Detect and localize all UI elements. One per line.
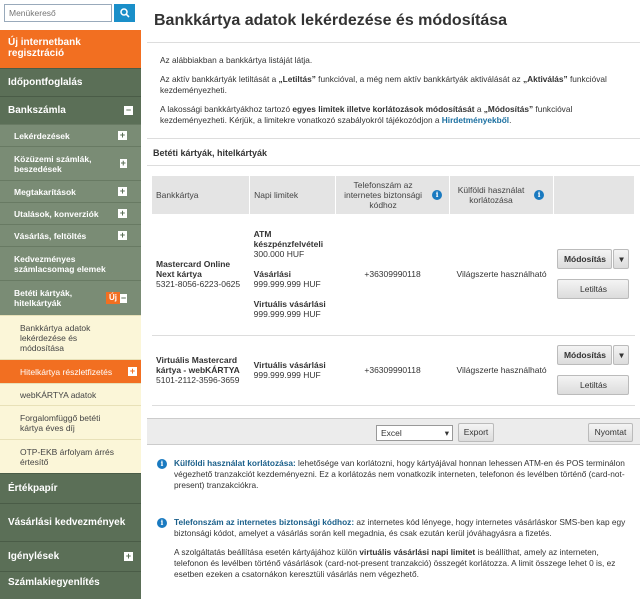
th-foreign [450, 176, 554, 214]
foreign-cell: Világszerte használható [450, 335, 554, 405]
nav-package-label: Kedvezményes számlacsomag elemek [14, 253, 106, 274]
chevron-down-icon[interactable]: ▾ [613, 345, 629, 365]
table-row [152, 214, 635, 335]
intro-p2e: funkcióval kezdeményezheti. [160, 74, 607, 95]
nav-annual-fee[interactable] [0, 405, 141, 439]
nav-queries[interactable] [0, 124, 141, 146]
actions-cell [553, 214, 634, 335]
intro-p2d: „Aktiválás” [522, 74, 568, 84]
modify-button[interactable]: Módosítás [557, 249, 612, 269]
th-limits: Napi limitek [250, 176, 336, 214]
expand-icon: + [119, 130, 126, 140]
intro-text [160, 55, 630, 134]
phone-cell: +36309990118 [336, 214, 450, 335]
intro-p1: Az alábbiakban a bankkártya listáját látja. [160, 55, 313, 65]
nav-annual-fee-label: Forgalomfüggő betéti kártya éves díj [20, 412, 101, 433]
note-phone-label: Telefonszám az internetes biztonsági kódhoz: [174, 517, 355, 527]
search-input[interactable] [4, 4, 112, 22]
block-button[interactable]: Letiltás [557, 279, 629, 299]
note-foreign-label: Külföldi használat korlátozása: [174, 458, 296, 468]
expand-icon: + [119, 208, 126, 218]
note-limit-a: A szolgáltatás beállítása esetén kártyájához külön [174, 547, 360, 557]
nav-securities-label: Értékpapír [8, 483, 58, 494]
nav-webcard-label: webKÁRTYA adatok [20, 389, 97, 400]
info-icon: i [157, 459, 167, 469]
limit-value: 300.000 HUF [253, 249, 305, 260]
limit-label: Virtuális vásárlási [253, 299, 326, 310]
main-content [147, 0, 640, 599]
intro-p2 [160, 74, 630, 96]
note-phone-text [174, 517, 634, 580]
limit-label: ATM készpénzfelvételi [253, 229, 324, 250]
expand-icon: + [119, 186, 126, 196]
section-divider-2 [147, 165, 640, 166]
sidebar [0, 0, 141, 599]
nav-cards-wrap [14, 288, 120, 308]
intro-p3a: A lakossági bankkártyákhoz tartozó [160, 104, 293, 114]
card-cell [152, 335, 250, 405]
title-divider [147, 42, 640, 43]
chevron-down-icon: ▾ [444, 428, 449, 438]
table-footer [147, 418, 640, 445]
nav-purchase-label: Vásárlás, feltöltés [14, 230, 87, 241]
nav-webcard[interactable] [0, 383, 141, 405]
actions-cell [553, 335, 634, 405]
expand-icon: + [119, 230, 126, 240]
search-bar [0, 0, 141, 30]
nav-appointment[interactable] [0, 68, 141, 96]
nav-exchange-rate-label: OTP-EKB árfolyam árrés értesítő [20, 446, 114, 467]
intro-p3d: „Módosítás” [483, 104, 534, 114]
note-foreign [157, 458, 625, 490]
limit-value: 999.999.999 HUF [253, 309, 321, 320]
table-row [152, 335, 635, 405]
nav-savings[interactable] [0, 180, 141, 202]
phone-cell: +36309990118 [336, 335, 450, 405]
nav-requests-label: Igénylések [8, 551, 60, 562]
intro-p2c: funkcióval, a még nem aktív bankkártyák aktiválását az [315, 74, 523, 84]
nav-savings-label: Megtakarítások [14, 186, 76, 197]
intro-p3b: egyes limitek illetve korlátozások módosítását [292, 104, 475, 114]
modify-group [557, 345, 630, 365]
th-actions [553, 176, 634, 214]
nav-package[interactable] [0, 246, 141, 280]
format-select[interactable] [376, 425, 453, 441]
print-button[interactable]: Nyomtat [588, 423, 633, 442]
th-phone [336, 176, 450, 214]
intro-p2a: Az aktív bankkártyák letiltását a [160, 74, 279, 84]
nav-purchase[interactable] [0, 224, 141, 246]
th-foreign-label: Külföldi használat korlátozása [457, 185, 525, 205]
limit-value: 999.999.999 HUF [253, 370, 321, 380]
export-button[interactable]: Export [458, 423, 494, 442]
intro-p3g: . [509, 115, 512, 125]
card-cell [152, 214, 250, 335]
note-foreign-text [174, 458, 634, 491]
foreign-cell: Világszerte használható [450, 214, 554, 335]
card-number: 5101-2112-3596-3659 [156, 375, 240, 385]
card-number: 5321-8056-6223-0625 [156, 279, 241, 290]
nav-securities[interactable] [0, 473, 141, 503]
nav-installment-label: Hitelkártya részletfizetés [20, 366, 113, 377]
intro-p2b: „Letiltás” [278, 74, 316, 84]
limit-label: Vásárlási [253, 269, 291, 280]
nav-queries-label: Lekérdezések [14, 130, 70, 141]
nav-shopping-label: Vásárlási kedvezmények [8, 517, 126, 528]
new-badge: Új [106, 292, 120, 304]
card-name: Virtuális Mastercard kártya - webKÁRTYA [156, 355, 240, 375]
nav-account[interactable] [0, 96, 141, 124]
nav-transfers[interactable] [0, 202, 141, 224]
note-limit-text [174, 547, 634, 580]
modify-group [557, 249, 630, 269]
expand-icon: + [125, 551, 132, 561]
expand-icon: + [120, 158, 126, 168]
limits-cell [250, 335, 336, 405]
nav-register[interactable]: Új internetbank regisztráció [0, 30, 141, 68]
cards-table [152, 176, 635, 406]
intro-p3c: a [474, 104, 484, 114]
info-icon: i [157, 518, 167, 528]
block-button[interactable]: Letiltás [557, 375, 629, 395]
th-phone-label: Telefonszám az internetes biztonsági kódhoz [344, 180, 423, 210]
chevron-down-icon[interactable]: ▾ [613, 249, 629, 269]
nav-card-data-label: Bankkártya adatok lekérdezése és módosítása [20, 322, 91, 353]
nav-billpay[interactable] [0, 571, 141, 593]
card-name: Mastercard Online Next kártya [156, 259, 231, 280]
collapse-icon: − [120, 292, 127, 303]
nav-appointment-label: Időpontfoglalás [8, 77, 83, 88]
note-phone [157, 517, 626, 579]
limit-value: 999.999.999 HUF [253, 279, 321, 290]
page-title: Bankkártya adatok lekérdezése és módosítása [154, 12, 508, 29]
nav-utility-bills-label: Közüzemi számlák, beszedések [14, 153, 92, 174]
nav-installment[interactable] [0, 359, 141, 383]
table-header [152, 176, 635, 214]
nav-card-data[interactable] [0, 315, 141, 359]
nav-requests[interactable] [0, 541, 141, 571]
note-limit-b: virtuális vásárlási napi limitet [359, 547, 476, 557]
intro-p3 [160, 104, 630, 126]
nav-cards[interactable] [0, 280, 141, 315]
limits-cell [250, 214, 336, 335]
note-foreign-body: lehetősége van korlátozni, hogy kártyájával honnan lehessen ATM-en és POS terminálon végezhető tranzakciót kezdeményezni. Ez a korlátozás nem vonatkozik interneten, telefonon és levélben történő (card-not-present) tranzakciókra. [174, 458, 625, 490]
section-title: Betéti kártyák, hitelkártyák [153, 148, 268, 158]
intro-p3e: funkcióval kezdeményezheti. Kérjük, a limitekre vonatkozó szabályokról tájékozódjon a [160, 104, 573, 125]
search-icon [120, 8, 130, 18]
nav-account-label: Bankszámla [8, 105, 66, 116]
nav-billpay-label: Számlakiegyenlítés [8, 577, 100, 588]
th-card: Bankkártya [152, 176, 250, 214]
nav-exchange-rate[interactable] [0, 439, 141, 473]
nav-transfers-label: Utalások, konverziók [14, 208, 99, 219]
note-phone-body: az internetes kód lényege, hogy internetes vásárláskor SMS-ben kap egy biztonsági kódot, amelyet a vásárlás során kell megadnia, és csak ezután kerül jóváhagyásra a fizetés. [174, 517, 626, 538]
nav-utility-bills[interactable] [0, 146, 141, 180]
format-select-value: Excel [381, 428, 402, 438]
info-icon[interactable]: i [432, 190, 442, 200]
search-button[interactable] [114, 4, 135, 22]
nav-shopping[interactable] [0, 503, 141, 541]
collapse-icon: − [125, 105, 132, 115]
expand-icon: + [129, 366, 136, 376]
section-divider [147, 138, 640, 139]
note-limit-c: is beállíthat, amely az interneten, telefonon és levélben történő vásárlások (card-not-present tranzakció) összegét korlátozza. A limit összege lehet 0 is, ez esetben ezeken a csatornákon keresztüli vásárlás nem végezhető. [174, 547, 616, 579]
announcements-link[interactable]: Hirdetményekből [441, 115, 510, 125]
modify-button[interactable]: Módosítás [557, 345, 612, 365]
limit-label: Virtuális vásárlási [253, 360, 326, 370]
info-icon[interactable]: i [534, 190, 544, 200]
nav-cards-label: Betéti kártyák, hitelkártyák [14, 288, 73, 308]
